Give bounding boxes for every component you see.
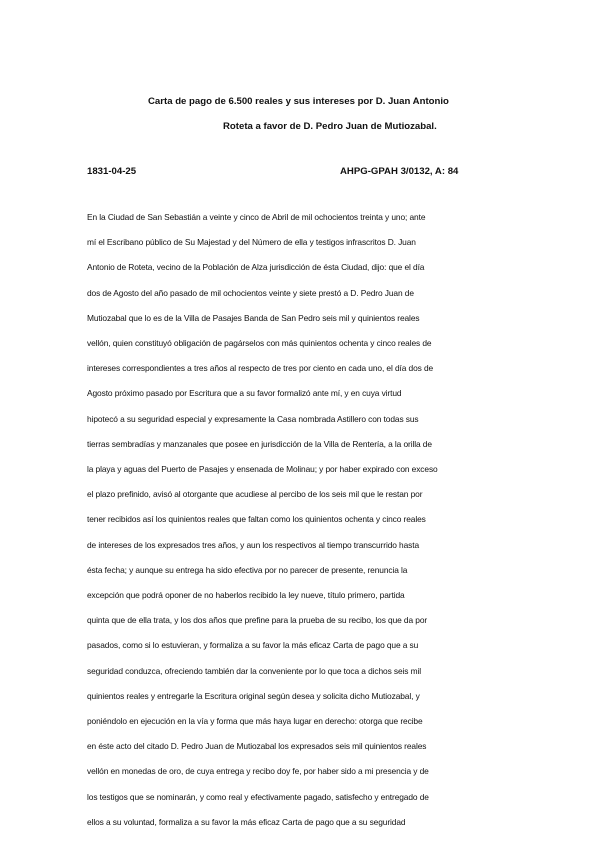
body-line: de intereses de los expresados tres años, y aun los respectivos al tiempo transcurrido hasta: [87, 540, 420, 550]
body-line: mí el Escribano público de Su Majestad y del Número de ella y testigos infrascritos D. Juan: [87, 237, 416, 247]
body-line: Agosto próximo pasado por Escritura que a su favor formalizó ante mí, y en cuya virtud: [87, 388, 402, 398]
body-line: tierras sembradías y manzanales que posee en jurisdicción de la Villa de Rentería, a la orilla de: [87, 439, 432, 449]
body-line: vellón, quien constituyó obligación de pagárselos con más quinientos ochenta y cinco reales de: [87, 338, 432, 348]
body-line: En la Ciudad de San Sebastián a veinte y cinco de Abril de mil ochocientos treinta y uno; ante: [87, 212, 426, 222]
document-title-line-2: Roteta a favor de D. Pedro Juan de Mutiozabal.: [223, 121, 437, 132]
body-line: pasados, como si lo estuvieran, y formaliza a su favor la más eficaz Carta de pago que a su: [87, 640, 419, 650]
body-line: seguridad conduzca, ofreciendo también dar la conveniente por lo que toca a dichos seis mil: [87, 666, 422, 676]
body-line: dos de Agosto del año pasado de mil ochocientos veinte y siete prestó a D. Pedro Juan de: [87, 288, 414, 298]
body-line: quinta que de ella trata, y los dos años que prefine para la prueba de su recibo, los que da por: [87, 615, 428, 625]
body-line: tener recibidos así los quinientos reales que faltan como los quinientos ochenta y cinco reales: [87, 514, 426, 524]
body-line: ésta fecha; y aunque su entrega ha sido efectiva por no parecer de presente, renuncia la: [87, 565, 408, 575]
body-line: Mutiozabal que lo es de la Villa de Pasajes Banda de San Pedro seis mil y quinientos reales: [87, 313, 420, 323]
body-line: poniéndolo en ejecución en la vía y forma que más haya lugar en derecho: otorga que recibe: [87, 716, 423, 726]
document-date: 1831-04-25: [87, 166, 137, 177]
body-line: en éste acto del citado D. Pedro Juan de Mutiozabal los expresados seis mil quinientos reales: [87, 741, 427, 751]
body-line: hipotecó a su seguridad especial y expresamente la Casa nombrada Astillero con todas sus: [87, 414, 419, 424]
body-line: vellón en monedas de oro, de cuya entrega y recibo doy fe, por haber sido a mi presencia y de: [87, 766, 429, 776]
body-line: el plazo prefinido, avisó al otorgante que acudiese al percibo de los seis mil que le restan por: [87, 489, 423, 499]
body-line: intereses correspondientes a tres años al respecto de tres por ciento en cada uno, el día dos de: [87, 363, 434, 373]
body-line: ellos a su voluntad, formaliza a su favor la más eficaz Carta de pago que a su seguridad: [87, 817, 406, 827]
body-line: quinientos reales y entregarle la Escritura original según desea y solicita dicho Mutiozabal, y: [87, 691, 420, 701]
document-title-line-1: Carta de pago de 6.500 reales y sus intereses por D. Juan Antonio: [148, 96, 449, 107]
body-line: los testigos que se nominarán, y como real y efectivamente pagado, satisfecho y entregado de: [87, 792, 429, 802]
body-line: la playa y aguas del Puerto de Pasajes y ensenada de Molinau; y por haber expirado con exceso: [87, 464, 438, 474]
body-line: Antonio de Roteta, vecino de la Población de Alza jurisdicción de ésta Ciudad, dijo: que el día: [87, 262, 425, 272]
body-line: excepción que podrá oponer de no haberlos recibido la ley nueve, título primero, partida: [87, 590, 405, 600]
archive-reference: AHPG-GPAH 3/0132, A: 84: [340, 166, 459, 177]
